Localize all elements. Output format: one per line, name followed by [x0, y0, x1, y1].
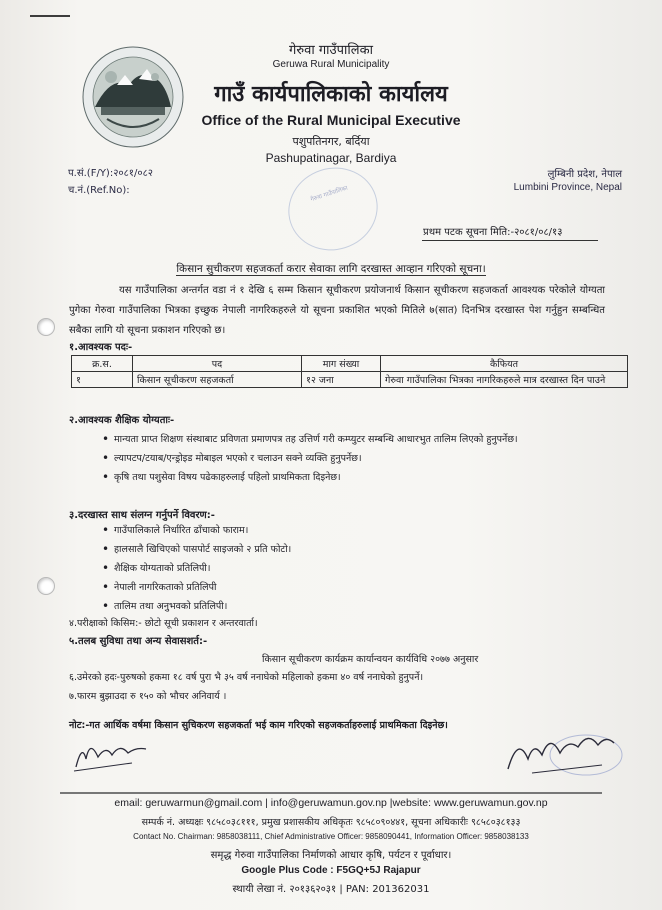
signature-right — [502, 725, 627, 780]
section1-heading: १.आवश्यक पदः- — [69, 342, 133, 353]
cell-remarks: गेरुवा गाउँपालिका भित्रका नागरिकहरुले मात्र दरखास्त दिन पाउने — [381, 372, 628, 388]
cell-sn: १ — [72, 372, 133, 388]
contact-phones-ne: सम्पर्क नं. अध्यक्षः ९८५८०३८१११, प्रमुख प्रशासकीय अधिकृतः ९८५८०९०४४१, सूचना अधिकारीः ९८५८०३८१३३ — [141, 817, 521, 828]
punch-hole-lower — [37, 577, 55, 595]
contact-phones-en: Contact No. Chairman: 9858038111, Chief Administrative Officer: 9858090441, Information Officer: 9858038133 — [133, 832, 529, 841]
notice-date-underline — [422, 240, 598, 241]
punch-hole-upper — [37, 318, 55, 336]
list-item: • गाउँपालिकाले निर्धारित ढाँचाको फाराम। — [100, 521, 620, 540]
signature-left — [72, 733, 150, 773]
col-sn: क्र.स. — [72, 356, 133, 372]
office-stamp — [278, 156, 389, 262]
age-limit: ६.उमेरको हदः-पुरुषको हकमा १८ वर्ष पुरा भै ३५ वर्ष ननाघेको महिलाको हकमा ४० वर्ष ननाघेको हुनुपर्ने। — [69, 672, 424, 683]
reference-number: च.नं.(Ref.No): — [68, 185, 130, 196]
office-title-en: Office of the Rural Municipal Executive — [201, 112, 461, 128]
office-title-ne: गाउँ कार्यपालिकाको कार्यालय — [214, 82, 448, 107]
municipality-name-en: Geruwa Rural Municipality — [272, 59, 390, 70]
list-item: • तालिम तथा अनुभवको प्रतिलिपी। — [100, 597, 620, 616]
list-item: • हालसालै खिचिएको पासपोर्ट साइजको २ प्रति फोटो। — [100, 540, 620, 559]
stamp-text: गेरुवा गाउँपालिका — [309, 184, 349, 204]
pan-number: स्थायी लेखा नं. २०१३६२०३१ | PAN: 201362031 — [232, 884, 430, 895]
qualification-list — [100, 430, 620, 487]
salary-terms: किसान सूचीकरण कार्यक्रम कार्यान्वयन कार्यविधि २०७७ अनुसार — [262, 654, 479, 665]
google-plus-code: Google Plus Code : F5GQ+5J Rajapur — [241, 865, 421, 876]
col-remarks: कैफियत — [381, 356, 628, 372]
slogan: समृद्ध गेरुवा गाउँपालिका निर्माणको आधार कृषि, पर्यटन र पूर्वाधार। — [210, 850, 452, 861]
section5-heading: ५.तलब सुविधा तथा अन्य सेवासशर्त:- — [69, 636, 208, 647]
col-post: पद — [133, 356, 302, 372]
documents-list — [100, 521, 620, 616]
contact-emails: email: geruwarmun@gmail.com | info@geruwamun.gov.np |website: www.geruwamun.gov.np — [114, 797, 548, 809]
cell-post: किसान सूचीकरण सहजकर्ता — [133, 372, 302, 388]
place-en: Pashupatinagar, Bardiya — [265, 151, 397, 165]
province-ne: लुम्बिनी प्रदेश, नेपाल — [547, 169, 622, 180]
notice-subject — [0, 262, 662, 276]
footer-divider — [60, 792, 602, 794]
exam-type: ४.परीक्षाको किसिम:- छोटो सूची प्रकाशन र अन्तरवार्ता। — [69, 618, 258, 629]
positions-table — [71, 355, 628, 388]
form-fee: ७.फारम बुझाउदा रु १५० को भौचर अनिवार्य । — [69, 691, 227, 702]
section2-heading: २.आवश्यक शैक्षिक योग्यताः- — [69, 415, 175, 426]
province-en: Lumbini Province, Nepal — [513, 182, 622, 193]
notice-date: प्रथम पटक सूचना मिति:-२०८१/०८/१३ — [423, 227, 563, 238]
priority-note: नोट:-गत आर्थिक वर्षमा किसान सुचिकरण सहजकर्ता भई काम गरिएको सहजकर्ताहरुलाई प्राथमिकता दिइनेछ। — [69, 720, 448, 731]
list-item: • ल्यापटप/टयाब/एन्ड्रोइड मोबाइल भएको र चलाउन सक्ने व्यक्ति हुनुपर्नेछ। — [100, 449, 620, 468]
cell-demand: १२ जना — [302, 372, 381, 388]
list-item: • शैक्षिक योग्यताको प्रतिलिपी। — [100, 559, 620, 578]
subject-text: किसान सुचीकरण सहजकर्ता करार सेवाका लागि दरखास्त आव्हान गरिएको सूचना। — [176, 263, 486, 275]
list-item: • मान्यता प्राप्त शिक्षण संस्थाबाट प्रविणता प्रमाणपत्र तह उत्तिर्ण गरी कम्प्युटर सम्बन्धि आधारभुत तालिम लिएको हुनुपर्नेछ। — [100, 430, 620, 449]
body-paragraph: यस गाउँपालिका अन्तर्गत वडा नं १ देखि ६ सम्म किसान सूचीकरण प्रयोजनार्थ किसान सूचीकरण सहजकर्ता आवश्यक परेकोले योग्यता पुगेका गेरुवा गाउँपालिका भित्रका इच्छुक नेपाली नागरिकहरुले यो सूचना प्रकाशित भएको मितिले ७(सात) दिनभित्र दरखास्त पेश गर्नुहुन सम्बन्धित सबैका लागि यो सूचना प्रकाशन गरिएको छ। — [69, 285, 605, 336]
place-ne: पशुपतिनगर, बर्दिया — [292, 135, 370, 148]
list-item: • कृषि तथा पशुसेवा विषय पढेकाहरुलाई पहिलो प्राथमिकता दिइनेछ। — [100, 468, 620, 487]
table-header-row — [72, 356, 628, 372]
list-item: • नेपाली नागरिकताको प्रतिलिपी — [100, 578, 620, 597]
table-row — [72, 372, 628, 388]
municipality-name-ne: गेरुवा गाउँपालिका — [289, 43, 373, 58]
top-mark — [30, 15, 70, 17]
col-demand: माग संख्या — [302, 356, 381, 372]
section3-heading: ३.दरखास्त साथ संलग्न गर्नुपर्ने विवरण:- — [69, 510, 215, 521]
fiscal-year: प.सं.(F/Y):२०८१/०८२ — [68, 168, 153, 179]
